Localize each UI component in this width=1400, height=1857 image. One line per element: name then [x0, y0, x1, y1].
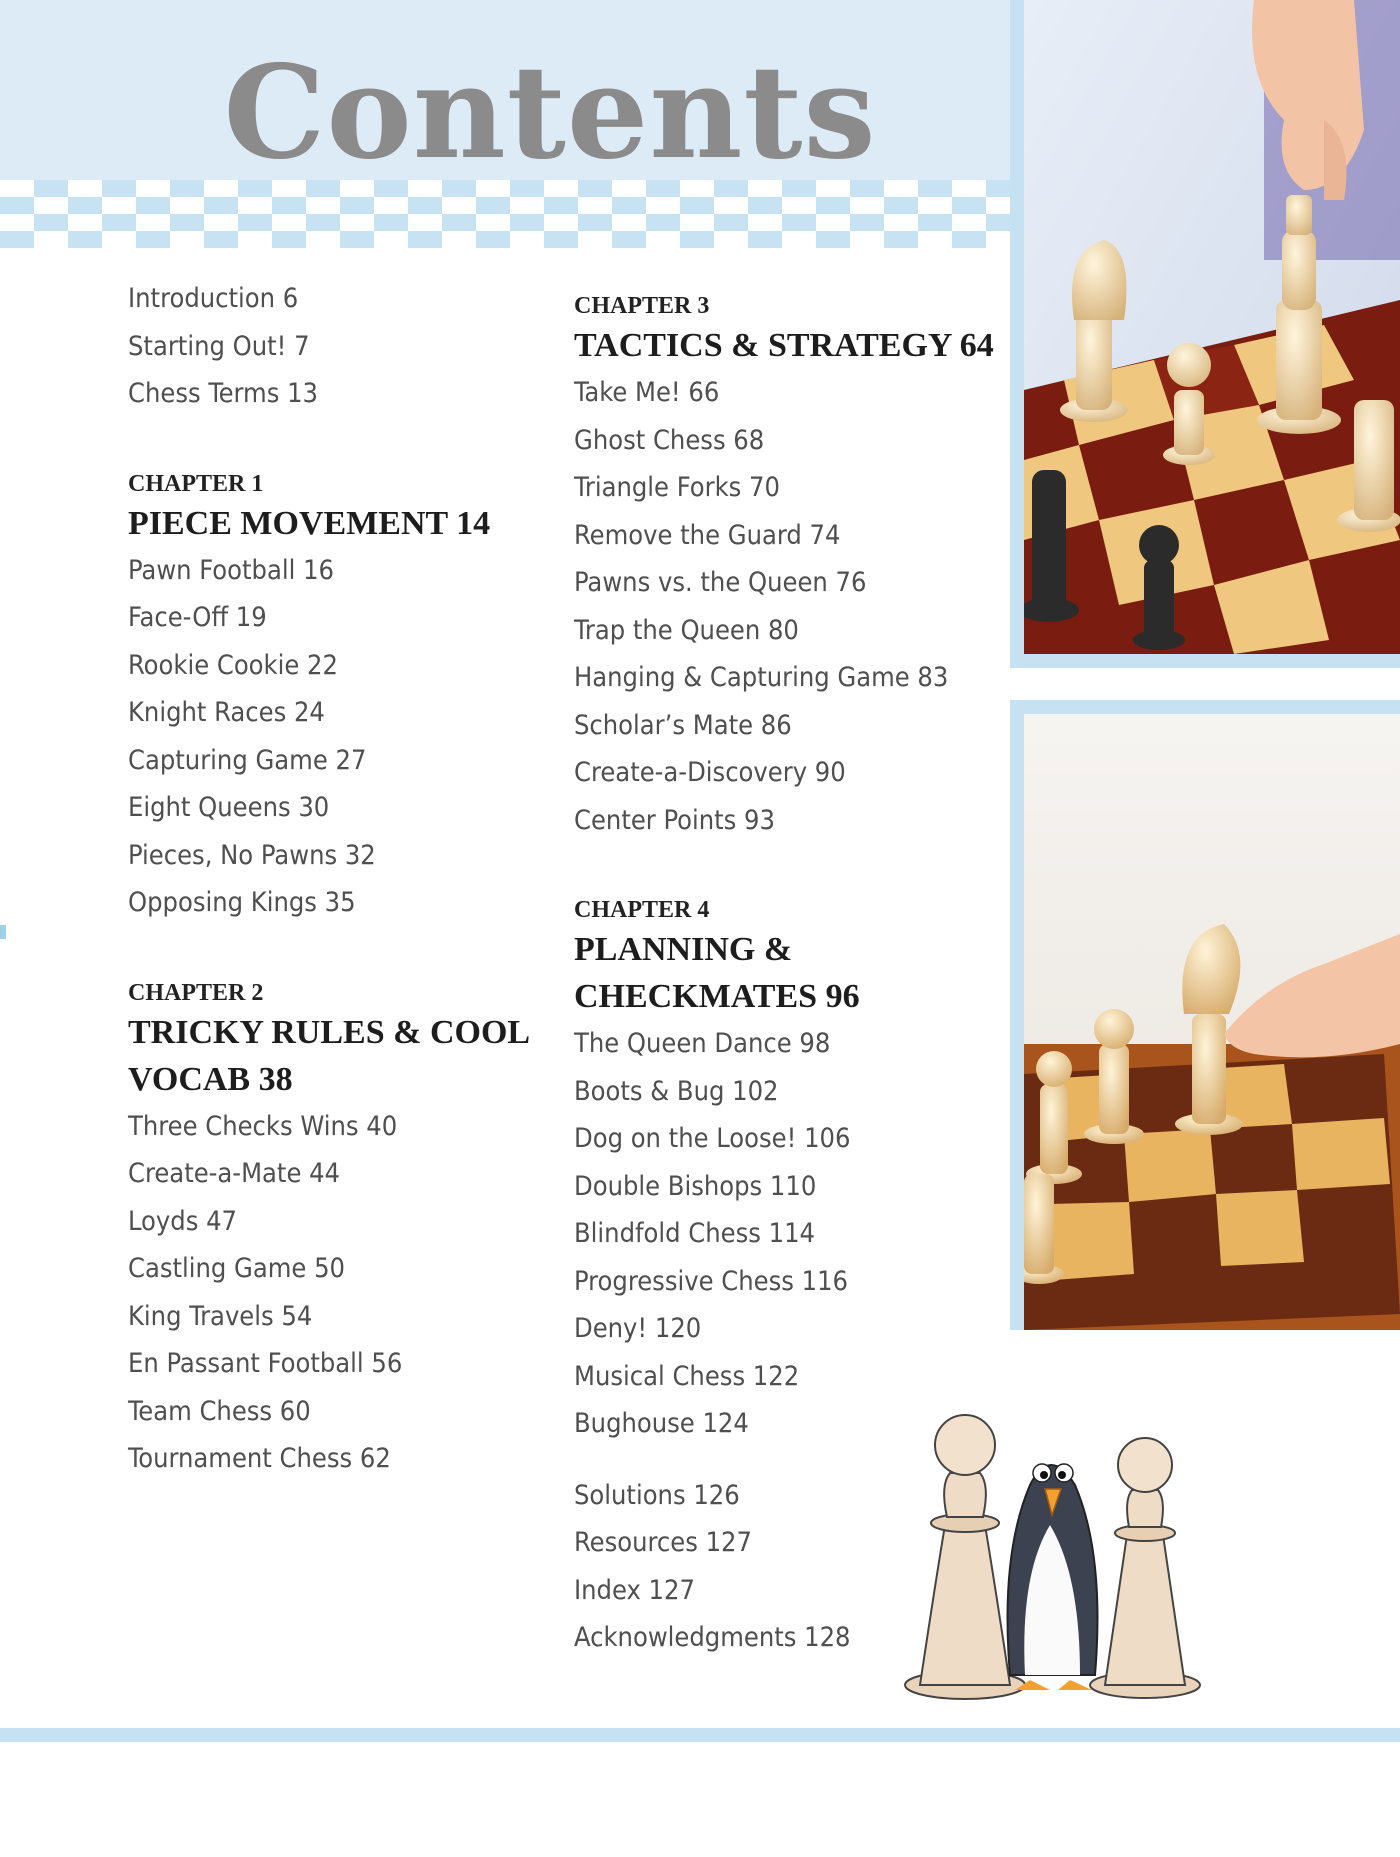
pawn-illustration-left: [905, 1415, 1025, 1699]
toc-entry[interactable]: Create-a-Discovery 90: [574, 757, 846, 788]
toc-entry[interactable]: Hanging & Capturing Game 83: [574, 662, 949, 693]
toc-entry[interactable]: The Queen Dance 98: [574, 1028, 831, 1059]
toc-entry[interactable]: Index 127: [574, 1574, 695, 1606]
checkered-border: [0, 180, 1010, 248]
toc-entry[interactable]: Pawns vs. the Queen 76: [574, 567, 867, 598]
toc-entry[interactable]: Team Chess 60: [128, 1395, 311, 1427]
toc-entry[interactable]: Solutions 126: [574, 1479, 740, 1511]
chapter-label: CHAPTER 2: [128, 979, 264, 1006]
toc-entry[interactable]: Take Me! 66: [574, 377, 720, 408]
chess-photo-king-move: [1010, 0, 1400, 668]
chess-board-image: [1024, 0, 1400, 654]
toc-entry[interactable]: Deny! 120: [574, 1313, 702, 1344]
toc-entry[interactable]: En Passant Football 56: [128, 1348, 403, 1379]
toc-entry[interactable]: Introduction 6: [128, 283, 299, 314]
toc-entry[interactable]: Tournament Chess 62: [128, 1443, 391, 1474]
toc-entry[interactable]: Pawn Football 16: [128, 554, 334, 586]
toc-column-left: [128, 275, 568, 1483]
toc-entry[interactable]: Face-Off 19: [128, 602, 267, 633]
toc-entry[interactable]: Pieces, No Pawns 32: [128, 839, 376, 871]
toc-entry[interactable]: Bughouse 124: [574, 1408, 749, 1439]
toc-entry[interactable]: Knight Races 24: [128, 697, 325, 728]
chapter-title[interactable]: TACTICS & STRATEGY 64: [574, 327, 994, 364]
toc-entry[interactable]: Resources 127: [574, 1527, 752, 1558]
chapter-title[interactable]: VOCAB 38: [128, 1060, 293, 1098]
pawn-illustration-right: [1090, 1438, 1200, 1698]
toc-entry[interactable]: Scholar’s Mate 86: [574, 709, 792, 741]
toc-entry[interactable]: Double Bishops 110: [574, 1170, 817, 1202]
chapter-label: CHAPTER 1: [128, 470, 264, 497]
toc-entry[interactable]: Opposing Kings 35: [128, 887, 356, 918]
toc-entry[interactable]: Ghost Chess 68: [574, 424, 765, 456]
penguin-between-pawns-illustration: [880, 1405, 1210, 1705]
toc-entry[interactable]: Loyds 47: [128, 1205, 237, 1237]
chess-photo-knight-move: [1010, 700, 1400, 1330]
toc-entry[interactable]: Chess Terms 13: [128, 378, 318, 409]
toc-entry[interactable]: Blindfold Chess 114: [574, 1218, 815, 1249]
toc-entry[interactable]: Acknowledgments 128: [574, 1622, 851, 1653]
chapter-title[interactable]: PIECE MOVEMENT 14: [128, 504, 491, 542]
toc-entry[interactable]: Eight Queens 30: [128, 792, 330, 823]
chess-board-image: [1024, 714, 1400, 1330]
chapter-label: CHAPTER 4: [574, 897, 710, 923]
chapter-title[interactable]: TRICKY RULES & COOL: [128, 1013, 531, 1051]
page-title: Contents: [223, 38, 877, 188]
toc-entry[interactable]: Progressive Chess 116: [574, 1265, 848, 1297]
chapter-title[interactable]: PLANNING &: [574, 931, 793, 968]
edge-marker: [0, 925, 6, 939]
chapter-label: CHAPTER 3: [574, 293, 710, 319]
toc-entry[interactable]: Castling Game 50: [128, 1253, 346, 1284]
toc-entry[interactable]: Triangle Forks 70: [574, 472, 780, 503]
toc-entry[interactable]: Create-a-Mate 44: [128, 1158, 341, 1189]
toc-entry[interactable]: Capturing Game 27: [128, 744, 367, 776]
toc-entry[interactable]: King Travels 54: [128, 1300, 313, 1332]
toc-entry[interactable]: Starting Out! 7: [128, 330, 310, 362]
toc-entry[interactable]: Remove the Guard 74: [574, 519, 841, 551]
bottom-rule: [0, 1728, 1400, 1742]
toc-entry[interactable]: Musical Chess 122: [574, 1360, 800, 1392]
penguin-illustration: [1008, 1464, 1098, 1690]
toc-entry[interactable]: Dog on the Loose! 106: [574, 1123, 851, 1154]
toc-entry[interactable]: Rookie Cookie 22: [128, 649, 338, 681]
photo-content: [1024, 0, 1400, 654]
toc-entry[interactable]: Center Points 93: [574, 804, 775, 836]
toc-entry[interactable]: Boots & Bug 102: [574, 1075, 779, 1107]
chapter-title[interactable]: CHECKMATES 96: [574, 978, 860, 1015]
photo-content: [1024, 714, 1400, 1330]
toc-entry[interactable]: Trap the Queen 80: [574, 614, 799, 646]
toc-entry[interactable]: Three Checks Wins 40: [128, 1110, 398, 1142]
